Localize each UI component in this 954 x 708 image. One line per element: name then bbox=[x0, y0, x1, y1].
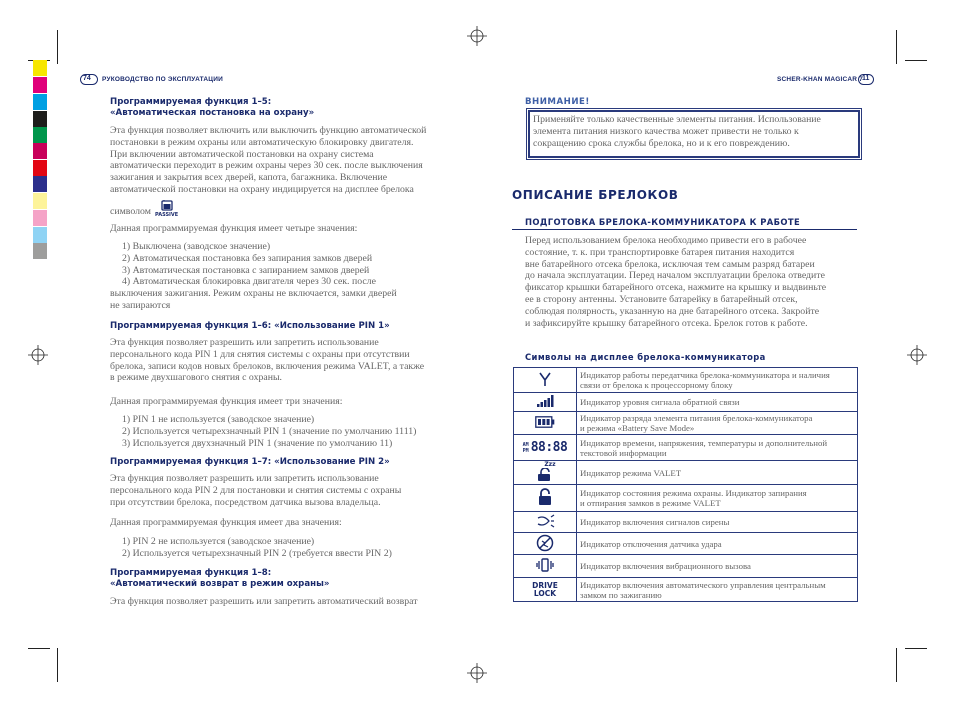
text-line: Индикатор включения автоматического управления центральным bbox=[580, 579, 826, 590]
symbol-icon-cell bbox=[514, 555, 577, 578]
running-title: РУКОВОДСТВО ПО ЭКСПЛУАТАЦИИ bbox=[102, 76, 223, 83]
text-line: 1) Выключена (заводское значение) bbox=[122, 241, 271, 252]
paragraph: Данная программируемая функция имеет два значения: bbox=[110, 517, 342, 528]
symbol-description bbox=[577, 485, 858, 512]
symbol-description bbox=[577, 393, 858, 412]
text-line: 2) Используется четырехзначный PIN 2 (требуется ввести PIN 2) bbox=[122, 547, 392, 559]
function-heading: Программируемая функция 1–6: «Использование PIN 1» bbox=[110, 321, 390, 331]
symbol-description bbox=[577, 512, 858, 533]
valet-zzz-label: Zzz bbox=[544, 461, 556, 468]
paragraph bbox=[110, 125, 426, 196]
text-line: выключения зажигания. Режим охраны не включается, замки дверей bbox=[110, 288, 397, 300]
pm-label: PM bbox=[522, 447, 529, 454]
section-title: ОПИСАНИЕ БРЕЛОКОВ bbox=[512, 188, 679, 202]
symbol-row bbox=[514, 368, 858, 393]
text-line: текстовой информации bbox=[580, 447, 667, 458]
text-line: до начала эксплуатации. Перед началом эксплуатации брелока отведите bbox=[525, 270, 825, 282]
color-swatch bbox=[33, 176, 47, 192]
color-swatch bbox=[33, 193, 47, 209]
am-label: AM bbox=[522, 441, 529, 448]
color-swatch bbox=[33, 94, 47, 110]
color-swatch bbox=[33, 77, 47, 93]
symbol-row bbox=[514, 412, 858, 435]
text-line: Эта функция позволяет включить или выключить функцию автоматической bbox=[110, 125, 427, 136]
text-line: Эта функция позволяет разрешить или запретить использование bbox=[110, 473, 379, 484]
valet-icon bbox=[534, 462, 555, 483]
paragraph bbox=[110, 206, 151, 218]
text-line: персонального кода PIN 2 для постановки и снятия системы с охраны bbox=[110, 484, 402, 496]
digits-label: 88:88 bbox=[530, 439, 568, 455]
text-line: 1) PIN 1 не используется (заводское значение) bbox=[122, 414, 315, 425]
crop-mark bbox=[905, 648, 927, 649]
warning-title: ВНИМАНИЕ! bbox=[525, 97, 590, 107]
text-line: Перед использованием брелока необходимо привести его в рабочее bbox=[525, 235, 807, 246]
padlock-icon bbox=[536, 488, 554, 508]
signal-bars-icon bbox=[536, 394, 554, 410]
text-line: и зафиксируйте крышку батарейного отсека. Брелок готов к работе. bbox=[525, 317, 808, 329]
symbol-description bbox=[577, 412, 858, 435]
symbol-row bbox=[514, 485, 858, 512]
drive-lock-icon bbox=[532, 582, 558, 598]
symbol-icon-cell bbox=[514, 512, 577, 533]
symbol-row bbox=[514, 512, 858, 533]
text-line: персонального кода PIN 1 для снятия системы с охраны при отсутствии bbox=[110, 348, 410, 360]
symbol-icon-cell bbox=[514, 578, 577, 602]
text-line: постановки в режим охраны или автоматическую блокировку двигателя. bbox=[110, 136, 414, 148]
passive-label: PASSIVE bbox=[155, 212, 179, 218]
symbol-row bbox=[514, 578, 858, 602]
paragraph: Данная программируемая функция имеет три значения: bbox=[110, 396, 343, 407]
symbol-row bbox=[514, 555, 858, 578]
crop-mark bbox=[896, 30, 897, 64]
symbols-table bbox=[513, 367, 858, 602]
crop-mark bbox=[57, 30, 58, 64]
symbol-description bbox=[577, 461, 858, 485]
symbol-description bbox=[577, 555, 858, 578]
text-line: 3) Используется двухзначный PIN 1 (значение по умолчанию 11) bbox=[122, 437, 393, 449]
symbol-description bbox=[577, 435, 858, 461]
symbol-row bbox=[514, 435, 858, 461]
function-heading: «Автоматическая постановка на охрану» bbox=[110, 108, 315, 118]
crop-mark bbox=[905, 60, 927, 61]
text-line: в режиме двухшагового снятия с охраны. bbox=[110, 372, 282, 384]
options-list bbox=[110, 241, 397, 312]
warning-box bbox=[528, 110, 860, 158]
text-line: 4) Автоматическая блокировка двигателя через 30 сек. после bbox=[122, 276, 376, 288]
text-line: брелока, записи кодов новых брелоков, включения режима VALET, а также bbox=[110, 360, 425, 372]
symbol-description bbox=[577, 368, 858, 393]
color-swatch bbox=[33, 60, 47, 76]
symbol-icon-cell bbox=[514, 412, 577, 435]
function-heading: «Автоматический возврат в режим охраны» bbox=[110, 579, 330, 589]
clock-digits-icon bbox=[522, 439, 568, 455]
paragraph: Эта функция позволяет разрешить или запретить автоматический возврат bbox=[110, 596, 418, 607]
symbols-title: Символы на дисплее брелока-коммуникатора bbox=[525, 352, 766, 362]
symbol-icon-cell bbox=[514, 393, 577, 412]
text-line: 3) Автоматическая постановка с запиранием замков дверей bbox=[122, 264, 370, 276]
subsection-rule bbox=[512, 229, 857, 230]
text-line: замком по зажиганию bbox=[580, 589, 662, 600]
text-line: автоматически переходит в режим охраны через 30 сек. после выключения bbox=[110, 160, 423, 172]
text-line: вне батарейного отсека брелока, исключая тем самым разряд батареи bbox=[525, 258, 815, 270]
text-line: не запираются bbox=[110, 299, 171, 311]
paragraph bbox=[525, 235, 826, 329]
battery-icon bbox=[535, 416, 555, 430]
symbol-prefix: символом bbox=[110, 206, 151, 217]
symbol-icon-cell bbox=[514, 435, 577, 461]
symbol-row bbox=[514, 461, 858, 485]
text-line: элемента питания низкого качества может привести не только к bbox=[533, 125, 799, 137]
text-line: 2) Используется четырехзначный PIN 1 (значение по умолчанию 1111) bbox=[122, 425, 417, 437]
color-swatch bbox=[33, 127, 47, 143]
text-line: 1) PIN 2 не используется (заводское значение) bbox=[122, 536, 315, 547]
antenna-icon bbox=[538, 371, 552, 389]
color-swatch bbox=[33, 227, 47, 243]
options-list bbox=[122, 414, 416, 449]
text-line: Индикатор разряда элемента питания брелока-коммуникатора bbox=[580, 413, 813, 423]
symbol-description bbox=[577, 578, 858, 602]
symbol-row bbox=[514, 533, 858, 555]
symbol-description bbox=[577, 533, 858, 555]
text-line: Индикатор работы передатчика брелока-коммуникатора и наличия bbox=[580, 370, 830, 380]
registration-mark-icon bbox=[28, 345, 48, 365]
symbol-icon-cell bbox=[514, 461, 577, 485]
drive-label: DRIVE bbox=[532, 580, 558, 590]
text-line: связи от брелока к процессорному блоку bbox=[580, 380, 733, 390]
symbol-icon-cell bbox=[514, 533, 577, 555]
registration-mark-icon bbox=[467, 26, 487, 46]
color-swatch bbox=[33, 111, 47, 127]
text-line: Индикатор времени, напряжения, температуры и дополнительной bbox=[580, 437, 828, 448]
text-line: Индикатор включения вибрационного вызова bbox=[580, 561, 751, 571]
function-heading: Программируемая функция 1–5: bbox=[110, 97, 272, 107]
text-line: соблюдая полярность, указанную на дне батарейного отсека. Закройте bbox=[525, 305, 820, 317]
text-line: автоматической постановки на охрану индицируется на дисплее брелока bbox=[110, 183, 414, 195]
symbol-icon-cell bbox=[514, 485, 577, 512]
text-line: сокращению срока службы брелока, но и к его повреждению. bbox=[533, 137, 790, 149]
paragraph bbox=[110, 473, 401, 508]
crop-mark bbox=[28, 648, 50, 649]
lock-label: LOCK bbox=[533, 588, 557, 598]
running-title: SCHER-KHAN MAGICAR 7 bbox=[777, 76, 863, 83]
color-swatch bbox=[33, 210, 47, 226]
function-heading: Программируемая функция 1–8: bbox=[110, 568, 272, 578]
paragraph: Данная программируемая функция имеет четыре значения: bbox=[110, 223, 358, 234]
color-swatch bbox=[33, 160, 47, 176]
text-line: фиксатор крышки батарейного отсека, нажмите на крышку и выдвиньте bbox=[525, 282, 827, 294]
paragraph bbox=[110, 337, 424, 384]
text-line: Индикатор режима VALET bbox=[580, 467, 682, 478]
symbol-row bbox=[514, 393, 858, 412]
vibration-icon bbox=[535, 557, 555, 575]
text-line: Индикатор уровня сигнала обратной связи bbox=[580, 397, 740, 407]
color-swatch bbox=[33, 143, 47, 159]
siren-icon bbox=[535, 514, 555, 530]
function-heading: Программируемая функция 1–7: «Использование PIN 2» bbox=[110, 457, 390, 467]
registration-mark-icon bbox=[907, 345, 927, 365]
page-number: 74 bbox=[83, 75, 91, 82]
text-line: Применяйте только качественные элементы питания. Использование bbox=[533, 114, 821, 125]
crop-mark bbox=[57, 648, 58, 682]
page-number: 11 bbox=[862, 75, 870, 82]
text-line: Индикатор включения сигналов сирены bbox=[580, 517, 730, 527]
text-line: зажигания и закрытия всех дверей, капота, багажника. Включение bbox=[110, 172, 388, 184]
text-line: при отсутствии брелока, посредством датчика вызова владельца. bbox=[110, 496, 381, 508]
text-line: Индикатор состояния режима охраны. Индикатор запирания bbox=[580, 488, 807, 498]
text-line: Индикатор отключения датчика удара bbox=[580, 538, 722, 549]
text-line: При включении автоматической постановки на охрану система bbox=[110, 148, 374, 160]
subsection-title: ПОДГОТОВКА БРЕЛОКА-КОММУНИКАТОРА К РАБОТЕ bbox=[525, 217, 801, 227]
text-line: Эта функция позволяет разрешить или запретить использование bbox=[110, 337, 379, 348]
options-list bbox=[122, 536, 392, 560]
text-line: и режима «Battery Save Mode» bbox=[580, 423, 695, 433]
warning-text bbox=[533, 114, 821, 149]
text-line: и отпирания замков в режиме VALET bbox=[580, 498, 721, 508]
shock-sensor-off-icon bbox=[536, 534, 554, 554]
text-line: состояние, т. к. при транспортировке батарея питания находится bbox=[525, 246, 795, 258]
registration-mark-icon bbox=[467, 663, 487, 683]
text-line: 2) Автоматическая постановка без запирания замков дверей bbox=[122, 252, 373, 264]
text-line: ее в сторону антенны. Установите батарейку в батарейный отсек, bbox=[525, 293, 798, 305]
crop-mark bbox=[896, 648, 897, 682]
symbol-icon-cell bbox=[514, 368, 577, 393]
color-swatch bbox=[33, 243, 47, 259]
